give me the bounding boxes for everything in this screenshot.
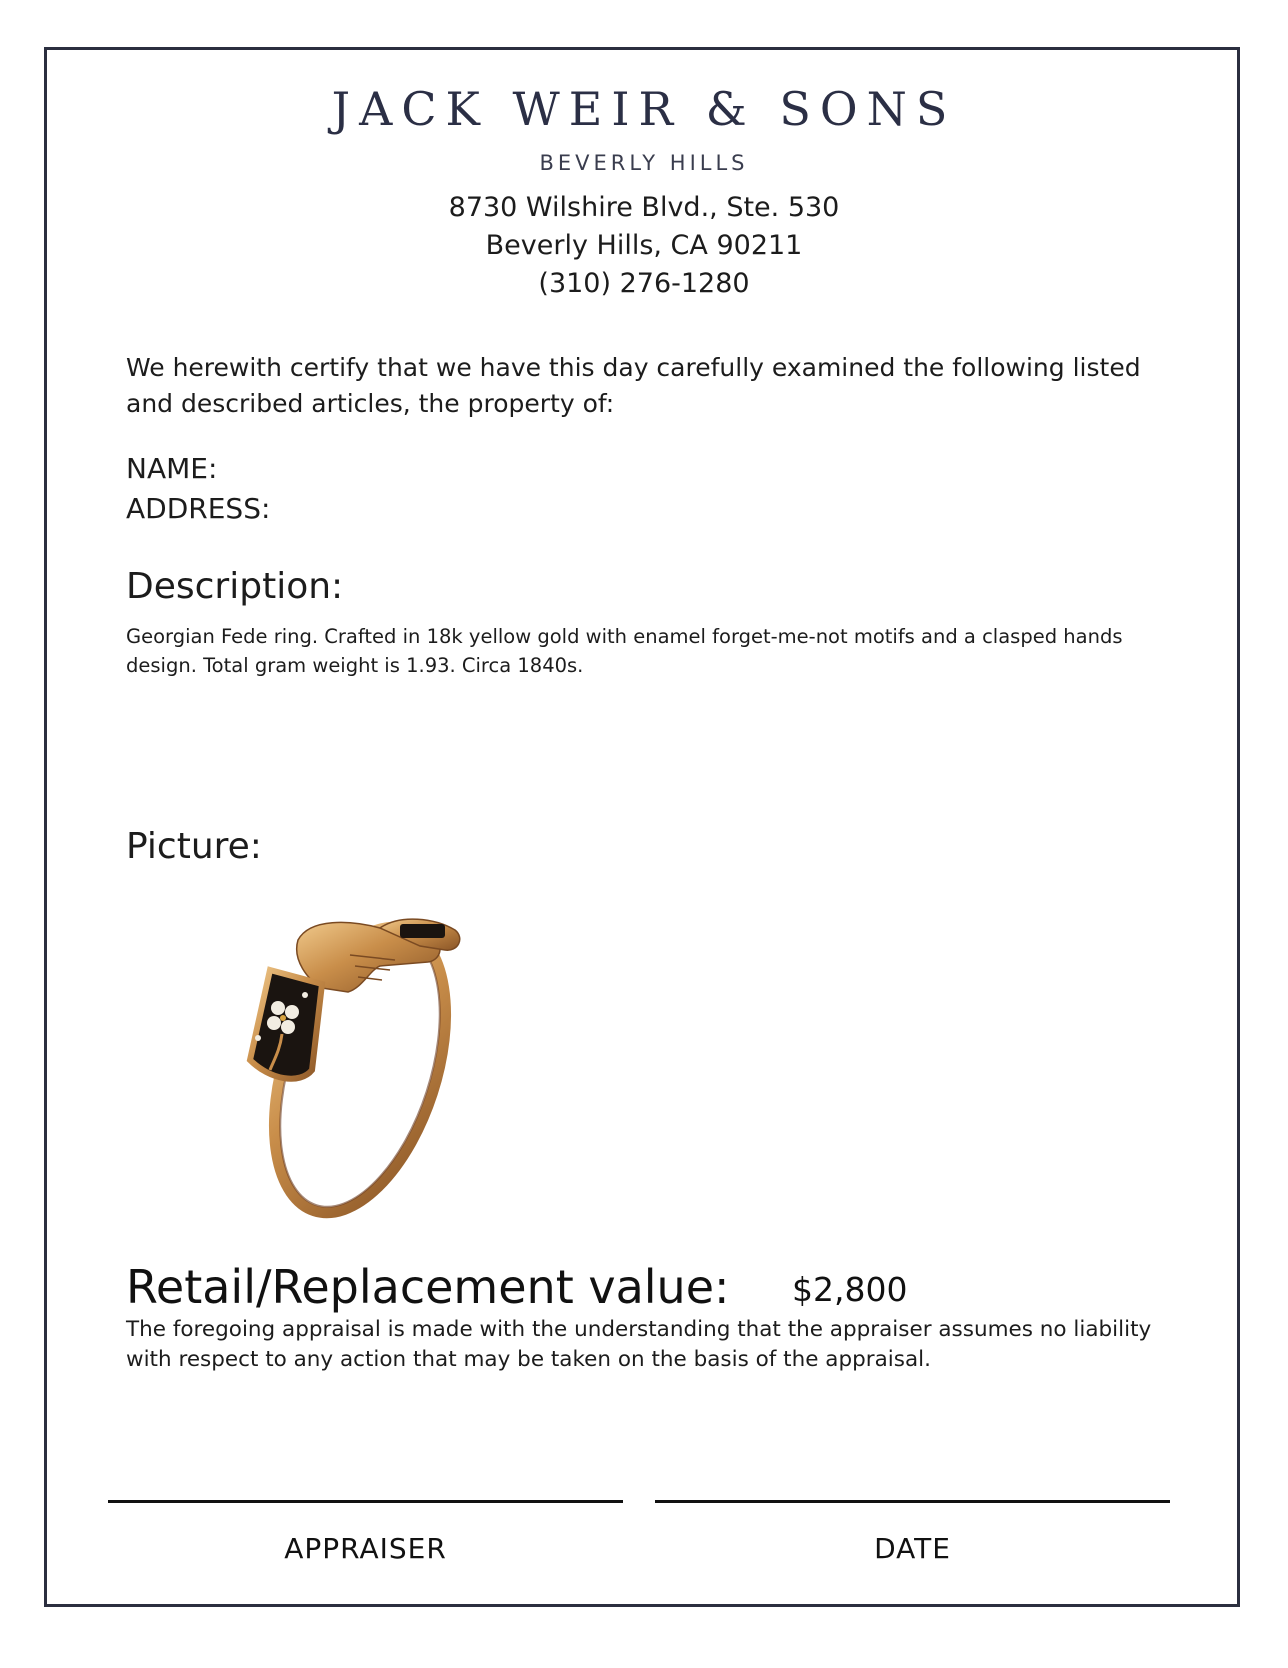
date-label: DATE [874,1532,951,1565]
value-amount: $2,800 [792,1270,908,1309]
description-heading: Description: [126,566,344,607]
value-label: Retail/Replacement value: [126,1260,730,1314]
appraiser-signature-line [108,1500,623,1503]
ring-image [230,900,490,1230]
date-signature-line [655,1500,1170,1503]
name-label: NAME: [126,452,218,485]
picture-heading: Picture: [126,826,262,867]
address-label: ADDRESS: [126,492,271,525]
brand-name: JACK WEIR & SONS [331,82,957,136]
brand-location: BEVERLY HILLS [539,151,749,175]
appraiser-label: APPRAISER [284,1532,447,1565]
address-line-2: Beverly Hills, CA 90211 [485,230,803,261]
disclaimer-text: The foregoing appraisal is made with the understanding that the appraiser assumes no liability with respect to any action that may be taken on the basis of the appraisal. [126,1317,1152,1372]
certify-text: We herewith certify that we have this day carefully examined the following listed and described articles, the property of: [126,353,1141,418]
phone-number: (310) 276-1280 [538,268,750,299]
address-line-1: 8730 Wilshire Blvd., Ste. 530 [448,192,840,223]
description-text: Georgian Fede ring. Crafted in 18k yellow gold with enamel forget-me-not motifs and a clasped hands design. Total gram weight is 1.93. Circa 1840s. [126,625,1123,677]
